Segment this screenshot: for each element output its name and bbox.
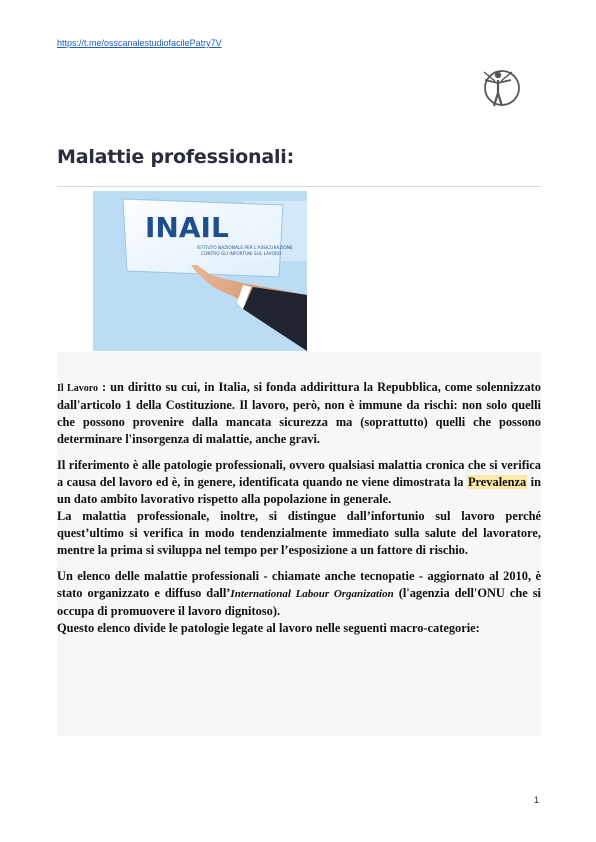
inail-tagline-2: CONTRO GLI INFORTUNI SUL LAVORO [201,252,282,257]
paragraph-1-text: : un diritto su cui, in Italia, si fonda addirittura la Repubblica, come solennizzato dall'articolo 1 della Costituzione. Il lavoro, però, non è immune da rischi: non solo quelli che possono provenire dalla mancata sicurezza ma (soprattutto) quelli che possono determinare l'insorgenza di malattie, anche gravi. [57,380,541,446]
page-title: Malattie professionali: [57,146,294,168]
inail-tagline-1: ISTITUTO NAZIONALE PER L'ASSICURAZIONE [197,246,293,251]
telegram-link[interactable]: https://t.me/osscanalestudiofacilePatry7V [57,38,222,48]
title-divider [57,186,541,187]
paragraph-3 [57,568,541,637]
paragraph-2-continued: La malattia professionale, inoltre, si distingue dall’infortunio sul lavoro perché quest’ultimo si verifica in modo tendenzialmente immediato sulla salute del lavoratore, mentre la prima si sviluppa nel tempo per l’esposizione a un fattore di rischio. [57,509,541,557]
lead-term: Il Lavoro [57,383,98,394]
paragraph-2-after: in un dato ambito lavorativo rispetto alla popolazione in generale. [57,475,542,506]
paragraph-3-continued: Questo elenco divide le patologie legate al lavoro nelle seguenti macro-categorie: [57,621,480,635]
article-body [57,379,541,646]
ilo-name: International Labour Organization [230,588,394,600]
inail-image [93,191,307,351]
prevalenza-link[interactable]: Prevalenza [467,475,527,489]
paragraph-1 [57,379,541,448]
paragraph-2-before: Il riferimento è alle patologie professionali, ovvero qualsiasi malattia cronica che si verifica a causa del lavoro ed è, in genere, identificata quando ne viene dimostrata la [57,458,541,489]
paragraph-3-after: (l'agenzia dell'ONU che si occupa di promuovere il lavoro dignitoso). [57,586,541,618]
inail-brand-text: INAIL [145,211,229,244]
vitruvian-man-logo-icon [480,66,522,110]
page-number: 1 [534,795,540,805]
paragraph-3-before: Un elenco delle malattie professionali - chiamate anche tecnopatie - aggiornato al 2010, è stato organizzato e diffuso dall’ [57,569,541,600]
paragraph-2 [57,457,541,559]
